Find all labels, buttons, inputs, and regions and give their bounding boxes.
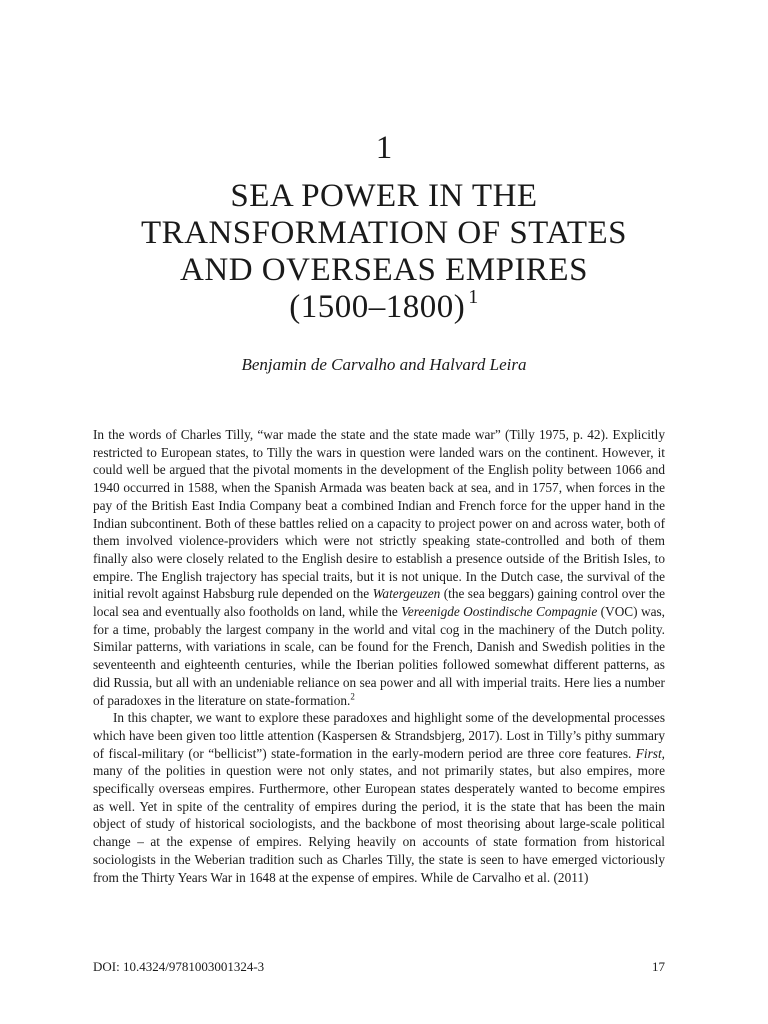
page-number: 17: [652, 959, 665, 974]
chapter-authors: Benjamin de Carvalho and Halvard Leira: [241, 355, 527, 374]
italic-term: Vereenigde Oostindische Compagnie: [401, 604, 598, 620]
chapter-title-dates: (1500–1800): [289, 289, 466, 325]
paragraph-text: (VOC) was, for a time, probably the largest company in the world and vital cog in the machinery of the Dutch polity. Similar patterns, with variations in scale, can be found for the French, Danish and Swedish polities in the seventeenth and eighteenth centuries, while the Iberian polities followed somewhat different patterns, as did Russia, but all with an undeniable reliance on sea power and all with imperial traits. Here lies a number of paradoxes in the literature on state-formation.: [93, 604, 665, 708]
chapter-title-line: TRANSFORMATION OF STATES: [140, 215, 628, 251]
body-paragraph-1: [93, 426, 665, 709]
body-paragraph-2: [93, 709, 665, 886]
title-footnote-marker[interactable]: 1: [468, 286, 479, 308]
chapter-title-line: SEA POWER IN THE: [230, 178, 538, 214]
chapter-title: [60, 178, 708, 326]
footnote-marker[interactable]: 2: [350, 691, 355, 702]
chapter-number: 1: [375, 130, 393, 166]
doi-text[interactable]: DOI: 10.4324/9781003001324-3: [93, 959, 265, 974]
paragraph-text: In the words of Charles Tilly, “war made the state and the state made war” (Tilly 1975, p. 42). Explicitly restricted to European states, to Tilly the wars in question were landed wars on the continent. However, it could well be argued that the pivotal moments in the development of the English polity between 1066 and 1940 occurred in 1588, when the Spanish Armada was beaten back at sea, and in 1757, when forces in the pay of the British East India Company beat a combined Indian and French force for the upper hand in the Indian subcontinent. Both of these battles relied on a capacity to project power on and across water, both of them involved violence-providers which were not strictly speaking state-controlled and both of them finally also were closely related to the English desire to establish a presence outside of the British Isles, to empire. The English trajectory has special traits, but it is not unique. In the Dutch case, the survival of the initial revolt against Habsburg rule depended on the: [93, 427, 665, 602]
paragraph-text: , many of the polities in question were not only states, and not primarily states, but also empires, more specifically overseas empires. Furthermore, other European states desperately wanted to become empires as well. Yet in spite of the centrality of empires during the period, it is the state that has been the main object of study of historical sociologists, and the backbone of most theorising about large-scale political change – at the expense of empires. Relying heavily on accounts of state formation from historical sociologists in the Weberian tradition such as Charles Tilly, the state is seen to have emerged victoriously from the Thirty Years War in 1648 at the expense of empires. While de Carvalho et al. (2011): [93, 745, 665, 885]
paragraph-text: In this chapter, we want to explore these paradoxes and highlight some of the developmental processes which have been given too little attention (Kaspersen & Strandsbjerg, 2017). Lost in Tilly’s pithy summary of fiscal-military (or “bellicist”) state-formation in the early-modern period are three core features.: [93, 710, 665, 761]
chapter-title-line: AND OVERSEAS EMPIRES: [180, 252, 588, 288]
paragraph-text: (the sea beggars) gaining control over the local sea and eventually also footholds on land, while the: [93, 586, 665, 620]
italic-term: Watergeuzen: [372, 586, 441, 602]
chapter-title-line: [60, 286, 708, 326]
italic-term: First: [635, 745, 662, 761]
chapter-body: [93, 426, 665, 886]
